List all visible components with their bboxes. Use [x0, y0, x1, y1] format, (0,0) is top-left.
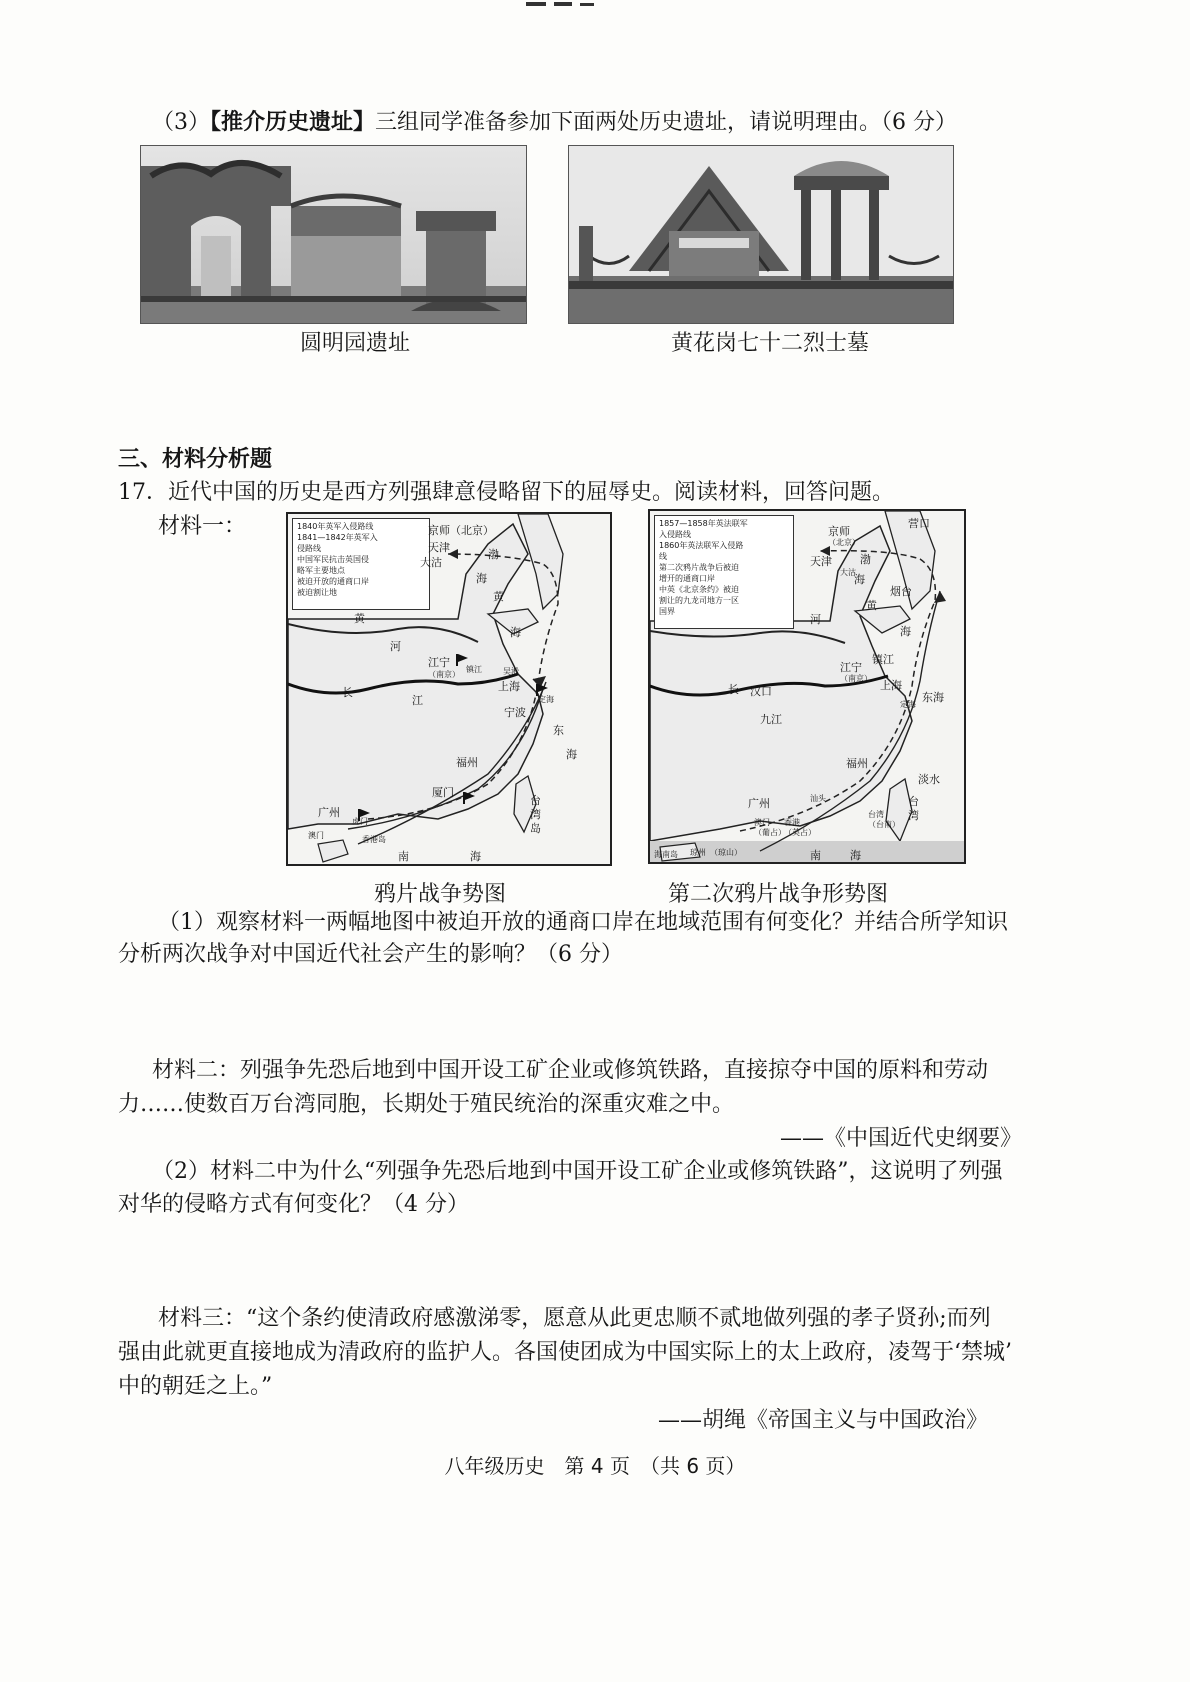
map1-sea-dong: 东: [553, 724, 564, 737]
map1-place-humen: 虎门: [352, 817, 368, 826]
map1-sea-huang1: 黄: [493, 590, 504, 603]
material3-line2: 强由此就更直接地成为清政府的监护人。各国使团成为中国实际上的太上政府，凌驾于‘禁城’: [118, 1340, 1012, 1365]
map2-place-shantou: 汕头: [810, 794, 826, 803]
legend-item: 1860年英法联军入侵路: [659, 541, 744, 550]
map2-sea-huang: 黄: [866, 599, 877, 612]
legend-item: 1857—1858年英法联军: [659, 519, 748, 528]
material3-line1: 材料三：“这个条约使清政府感激涕零，愿意从此更忠顺不贰地做列强的孝子贤孙;而列: [158, 1306, 991, 1331]
map1-place-wusong: 吴淞: [503, 667, 519, 676]
map1-place-dinghai: 定海: [538, 695, 554, 704]
map1-place-xiamen: 厦门: [432, 786, 454, 799]
map2-place-taiwan: 台湾: [868, 810, 884, 819]
material3-source: ——胡绳《帝国主义与中国政治》: [658, 1408, 989, 1433]
yuanmingyuan-caption: 圆明园遗址: [299, 331, 410, 356]
map1-place-ningbo: 宁波: [504, 706, 526, 719]
map2-place-beijing: （北京）: [828, 538, 860, 547]
map1-place-aomen: 澳门: [308, 831, 324, 840]
map2-place-tai: 台: [908, 795, 919, 808]
map2-river-chang: 长: [728, 683, 739, 696]
cropped-header-mark: [520, 0, 600, 10]
map2-place-jingshi: 京师: [828, 525, 850, 538]
q3-number: （3）: [152, 110, 210, 135]
opium-war-map: [286, 512, 612, 866]
map1-sea-bo2: 海: [476, 572, 487, 585]
map1-place-guangzhou: 广州: [318, 806, 340, 819]
second-opium-war-map: [648, 509, 966, 864]
map1-sea-bo1: 渤: [488, 548, 499, 561]
map2-place-jiangning: 江宁: [840, 661, 862, 674]
map2-place-hainan: 海南岛: [654, 850, 678, 859]
map1-place-xianggang: 香港岛: [362, 835, 386, 844]
map2-place-tianjin: 天津: [810, 555, 832, 568]
legend-item: 中英《北京条约》被迫: [659, 585, 739, 594]
map2-place-guangzhou: 广州: [748, 797, 770, 810]
material2-line1: 材料二：列强争先恐后地到中国开设工矿企业或修筑铁路，直接掠夺中国的原料和劳动: [152, 1058, 989, 1083]
legend-item: 1840年英军入侵路线: [297, 522, 374, 531]
map1-place-tai1: 台: [530, 794, 541, 807]
legend-item: 略军主要地点: [297, 566, 345, 575]
map1-sea-huang2: 海: [510, 626, 521, 639]
legend-item: 中国军民抗击英国侵: [297, 555, 369, 564]
map1-sea-nan: 南: [398, 850, 409, 863]
map1-place-jingshi: 京师（北京）: [428, 524, 494, 537]
map1-river-jiang: 江: [412, 694, 423, 707]
page-footer: 八年级历史 第 4 页 （共 6 页）: [444, 1454, 746, 1478]
yuanmingyuan-photo: [140, 145, 527, 324]
map2-place-xianggang: 香港: [784, 818, 800, 827]
legend-item: 侵路线: [297, 544, 321, 553]
opium-war-map-caption: 鸦片战争势图: [373, 882, 506, 907]
map2-sea-donghai: 东海: [922, 691, 944, 704]
material2-source: ——《中国近代史纲要》: [780, 1126, 1023, 1151]
map2-place-yantai: 烟台: [890, 585, 912, 598]
q17-2-line1: （2）材料二中为什么“列强争先恐后地到中国开设工矿企业或修筑铁路”，这说明了列强: [152, 1159, 1003, 1184]
map1-place-shanghai: 上海: [498, 680, 520, 693]
map2-place-zhenjiang: 镇江: [872, 653, 894, 666]
legend-item: 第二次鸦片战争后被迫: [659, 563, 739, 572]
legend-item: 被迫割让地: [297, 588, 337, 597]
map2-place-dagu: 大沽: [840, 568, 856, 577]
map2-place-fuzhou: 福州: [846, 757, 868, 770]
map2-place-aomen: 澳门: [754, 818, 770, 827]
map2-place-shanghai: 上海: [880, 679, 902, 692]
map1-place-tai2: 湾: [530, 808, 541, 821]
map1-sea-hai-s: 海: [470, 850, 481, 863]
q17-1-line1: （1）观察材料一两幅地图中被迫开放的通商口岸在地域范围有何变化？并结合所学知识: [158, 910, 1008, 935]
map1-place-tianjin: 天津: [428, 541, 450, 554]
opium-war-legend: [292, 518, 430, 610]
map2-sea-nan: 南: [810, 849, 821, 862]
map1-place-nanjing: （南京）: [428, 670, 460, 679]
legend-item: 国界: [659, 607, 675, 616]
q17-1-line2: 分析两次战争对中国近代社会产生的影响？（6 分）: [118, 942, 623, 967]
map2-place-qiongzhou: 琼州: [690, 848, 706, 857]
map2-place-qiongshan: （琼山）: [710, 848, 742, 857]
map1-place-dagu: 大沽: [420, 556, 442, 569]
section-title: 三、材料分析题: [118, 447, 273, 472]
map2-place-jiujiang: 九江: [760, 713, 782, 726]
material2-line2: 力……使数百万台湾同胞，长期处于殖民统治的深重灾难之中。: [118, 1092, 735, 1117]
legend-item: 线: [659, 552, 667, 561]
map2-place-hankou: 汉口: [750, 685, 772, 698]
map2-place-dinghai: 定海: [900, 700, 916, 709]
map2-river-he: 河: [810, 613, 821, 626]
map2-sea-hai-s: 海: [850, 849, 861, 862]
map2-sea-hai1: 海: [854, 573, 865, 586]
map1-place-zhenjiang: 镇江: [466, 665, 482, 674]
q3-text: 三组同学准备参加下面两处历史遗址，请说明理由。（6 分）: [375, 110, 958, 135]
huanghuagang-photo: [568, 145, 954, 324]
legend-item: 入侵路线: [659, 530, 691, 539]
map1-place-tai3: 岛: [530, 822, 541, 835]
map1-river-he1: 黄: [354, 612, 365, 625]
map1-place-jiangning: 江宁: [428, 656, 450, 669]
q3-line: [152, 108, 957, 138]
map1-place-fuzhou: 福州: [456, 756, 478, 769]
map2-place-aomen-sub: （葡占）: [754, 828, 786, 837]
map2-place-wan: 湾: [908, 809, 919, 822]
map2-place-xianggang-sub: （英占）: [784, 828, 816, 837]
q17-2-line2: 对华的侵略方式有何变化？（4 分）: [118, 1192, 469, 1217]
map2-place-taiwan-sub: （台南）: [868, 820, 900, 829]
map1-river-chang: 长: [342, 686, 353, 699]
map2-place-danshui: 淡水: [918, 773, 940, 786]
second-opium-war-map-caption: 第二次鸦片战争形势图: [667, 882, 888, 907]
map1-sea-hai-e: 海: [566, 748, 577, 761]
map2-sea-bo: 渤: [860, 553, 871, 566]
map1-river-he2: 河: [390, 640, 401, 653]
huanghuagang-caption: 黄花岗七十二烈士墓: [670, 331, 869, 356]
legend-item: 被迫开放的通商口岸: [297, 577, 369, 586]
second-opium-war-legend: [654, 515, 794, 629]
legend-item: 增开的通商口岸: [659, 574, 715, 583]
q17-stem: 17．近代中国的历史是西方列强肆意侵略留下的屈辱史。阅读材料，回答问题。: [118, 480, 894, 505]
map2-sea-hai2: 海: [900, 625, 911, 638]
legend-item: 1841—1842年英军入: [297, 533, 378, 542]
material3-line3: 中的朝廷之上。”: [118, 1374, 273, 1399]
map2-place-yingkou: 营口: [908, 517, 930, 530]
q3-bracket-title: 【推介历史遗址】: [210, 110, 376, 135]
material1-label: 材料一：: [158, 514, 247, 539]
legend-item: 割让的九龙司地方一区: [659, 596, 739, 605]
map2-place-nanjing: （南京）: [840, 674, 872, 683]
